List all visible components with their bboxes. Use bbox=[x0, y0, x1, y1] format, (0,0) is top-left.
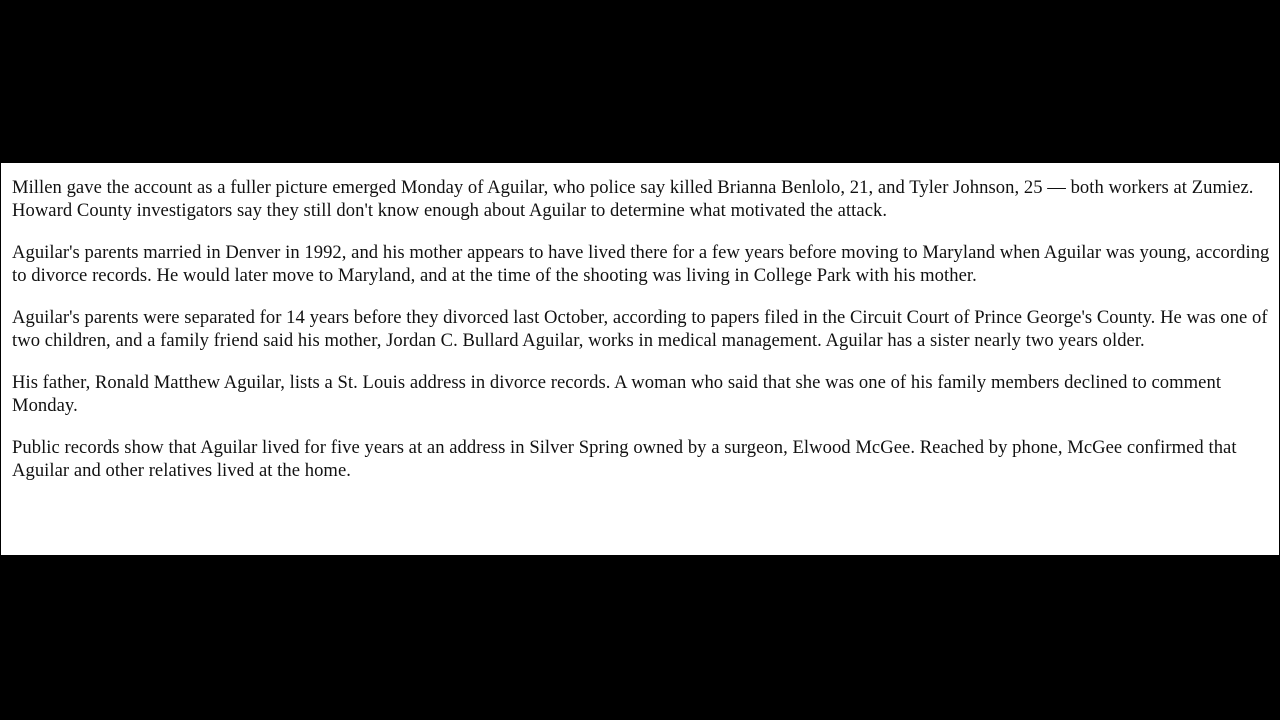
article-paragraph: Public records show that Aguilar lived for five years at an address in Silver Spring owned by a surgeon, Elwood McGee. Reached by phone, McGee confirmed that Aguilar and other relatives lived at the home. bbox=[12, 437, 1237, 481]
article-text-panel bbox=[1, 163, 1279, 555]
article-paragraph: Millen gave the account as a fuller picture emerged Monday of Aguilar, who police say killed Brianna Benlolo, 21, and Tyler Johnson, 25 — both workers at Zumiez. Howard County investigators say they still don't know enough about Aguilar to determine what motivated the attack. bbox=[12, 177, 1254, 221]
article-paragraph: His father, Ronald Matthew Aguilar, lists a St. Louis address in divorce records. A woman who said that she was one of his family members declined to comment Monday. bbox=[12, 372, 1222, 416]
article-paragraph: Aguilar's parents married in Denver in 1992, and his mother appears to have lived there for a few years before moving to Maryland when Aguilar was young, according to divorce records. He would later move to Maryland, and at the time of the shooting was living in College Park with his mother. bbox=[12, 242, 1270, 286]
article-paragraph: Aguilar's parents were separated for 14 years before they divorced last October, according to papers filed in the Circuit Court of Prince George's County. He was one of two children, and a family friend said his mother, Jordan C. Bullard Aguilar, works in medical management. Aguilar has a sister nearly two years older. bbox=[12, 307, 1268, 351]
